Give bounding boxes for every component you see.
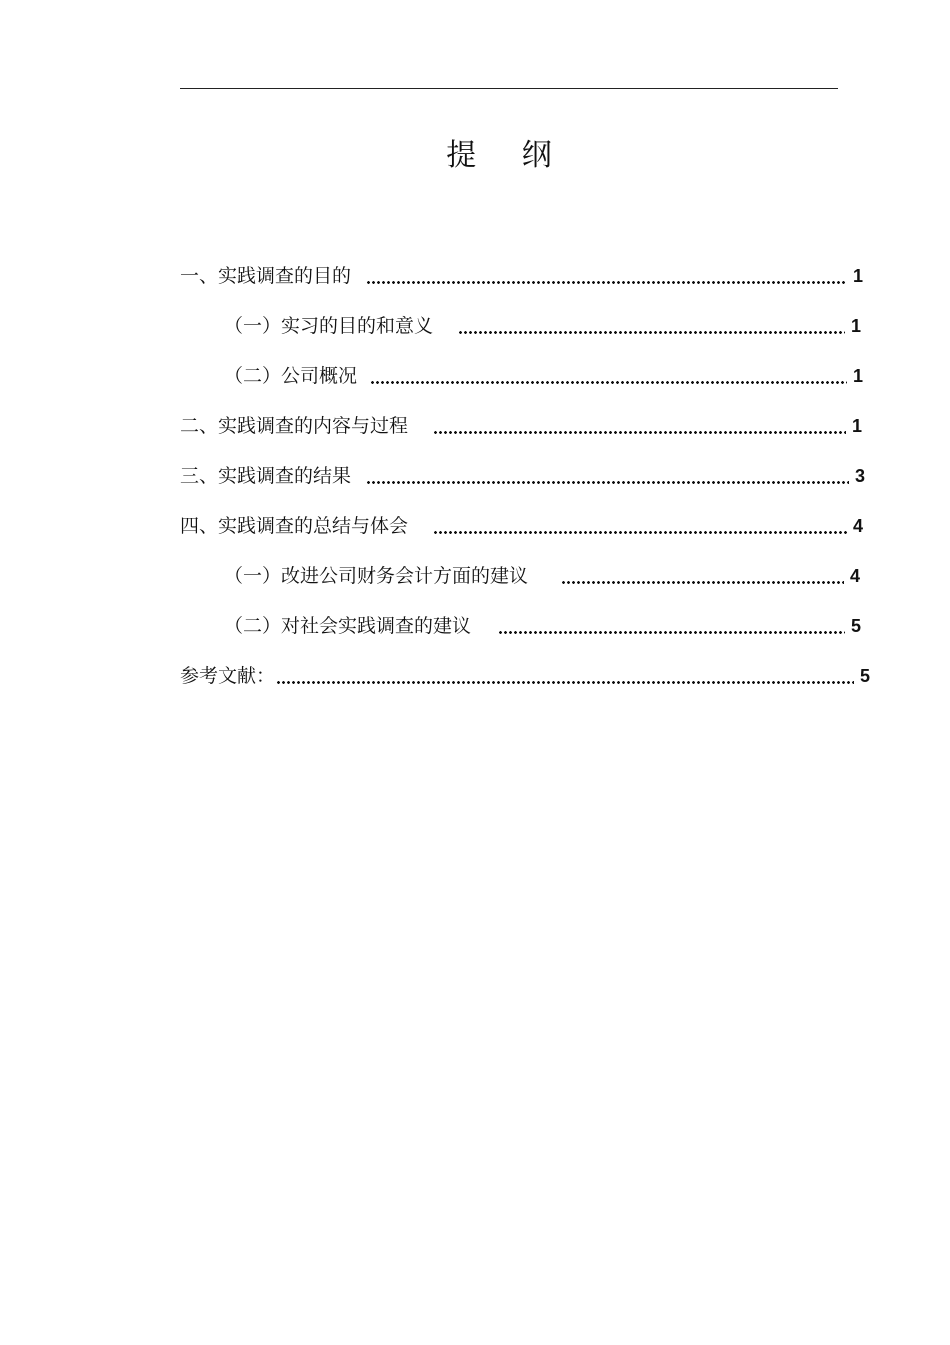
toc-page-number: 5 — [850, 616, 861, 636]
toc-entry-label: （二）对社会实践调查的建议 — [224, 615, 472, 637]
toc-entry[interactable] — [180, 412, 862, 440]
toc-dot-leader — [367, 462, 849, 490]
toc-entry[interactable] — [180, 662, 870, 690]
toc-entry-label: （二）公司概况 — [224, 365, 358, 387]
toc-entry-label: 四、实践调查的总结与体会 — [180, 515, 409, 537]
toc-page-number: 1 — [852, 266, 863, 286]
toc-entry[interactable] — [224, 562, 860, 590]
toc-page-number: 3 — [854, 466, 865, 486]
toc-dot-leader — [434, 512, 847, 540]
toc-entry[interactable] — [180, 462, 865, 490]
toc-entry[interactable] — [224, 362, 863, 390]
toc-dot-leader — [562, 562, 844, 590]
toc-entry[interactable] — [224, 612, 861, 640]
toc-page-number: 1 — [850, 316, 861, 336]
toc-page-number: 1 — [852, 366, 863, 386]
toc-entry-label: （一）改进公司财务会计方面的建议 — [224, 565, 529, 587]
toc-dot-leader — [434, 412, 846, 440]
toc-dot-leader — [277, 662, 854, 690]
toc-page-number: 1 — [851, 416, 862, 436]
toc-entry-label: 二、实践调查的内容与过程 — [180, 415, 409, 437]
toc-entry-label: 参考文献： — [180, 665, 276, 687]
toc-dot-leader — [459, 312, 845, 340]
toc-entry-label: 三、实践调查的结果 — [180, 465, 352, 487]
toc-dot-leader — [367, 262, 847, 290]
toc-entry[interactable] — [180, 512, 863, 540]
toc-entry-label: （一）实习的目的和意义 — [224, 315, 434, 337]
toc-entry[interactable] — [180, 262, 863, 290]
toc-page-number: 4 — [849, 566, 860, 586]
toc-entry[interactable] — [224, 312, 861, 340]
page-title: 提 纲 — [446, 138, 570, 173]
toc-entry-label: 一、实践调查的目的 — [180, 265, 352, 287]
toc-page-number: 4 — [852, 516, 863, 536]
toc-dot-leader — [371, 362, 847, 390]
toc-dot-leader — [499, 612, 845, 640]
toc-page-number: 5 — [859, 666, 870, 686]
header-rule — [180, 88, 838, 89]
